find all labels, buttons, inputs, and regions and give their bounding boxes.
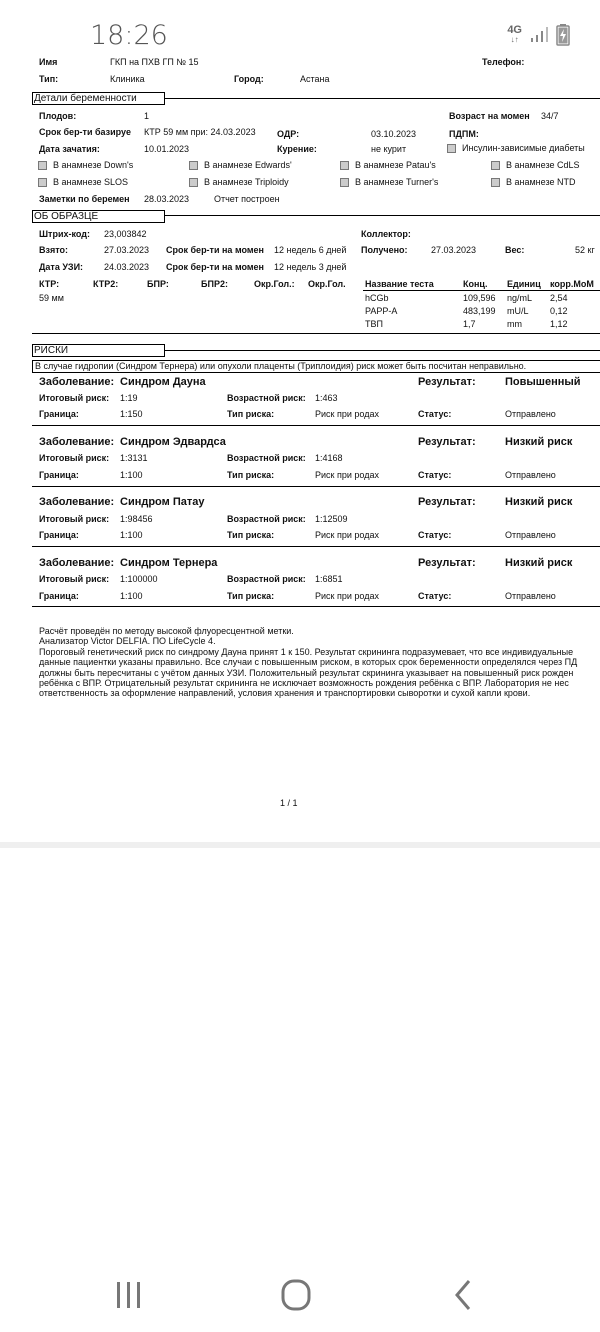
risk-warning: В случае гидропии (Синдром Тернера) или опухоли плаценты (Триплоидия) риск может быть посчитан неправильно. [32, 360, 600, 373]
disease-name: Синдром Дауна [120, 376, 206, 388]
age-label: Возраст на момен [449, 111, 530, 121]
result-value: Низкий риск [505, 557, 573, 569]
disease-label: Заболевание: [39, 376, 115, 388]
risk-divider [32, 486, 600, 487]
sample-end-rule [32, 333, 600, 334]
status-value: Отправлено [505, 530, 556, 540]
us-header-bpr2: БПР2: [201, 279, 228, 289]
status-time: 18:26 [90, 20, 168, 51]
age-risk-value: 1:463 [315, 393, 338, 403]
history-patau: В анамнезе Patau's [340, 160, 436, 170]
total-risk-label: Итоговый риск: [39, 514, 110, 524]
conception-value: 10.01.2023 [144, 144, 190, 154]
gest-at-sampling-value: 12 недель 6 дней [274, 245, 347, 255]
history-down: В анамнезе Down's [38, 160, 133, 170]
test-name: hCGb [365, 293, 389, 303]
history-checkbox[interactable] [340, 161, 349, 170]
taken-label: Взято: [39, 245, 69, 255]
disease-label: Заболевание: [39, 496, 115, 508]
type-value: Клиника [110, 74, 145, 84]
home-icon[interactable] [281, 1279, 311, 1311]
test-conc: 483,199 [463, 306, 496, 316]
result-value: Низкий риск [505, 436, 573, 448]
type-label: Тип: [39, 74, 59, 84]
status-label: Статус: [418, 470, 452, 480]
fetuses-value: 1 [144, 111, 150, 121]
note-line: должны быть пересчитаны с учётом данных УЗИ. Положительный результат скрининга указывает на повышенный риск рожден [39, 667, 574, 678]
gestation-basis-label: Срок бер-ти базируе [39, 127, 131, 137]
cutoff-value: 1:100 [120, 470, 143, 480]
city-value: Астана [300, 74, 330, 84]
status-value: Отправлено [505, 409, 556, 419]
gest-at-us-label: Срок бер-ти на момен [166, 262, 264, 272]
risk-divider [32, 425, 600, 426]
age-risk-label: Возрастной риск: [227, 393, 306, 403]
history-checkbox[interactable] [340, 178, 349, 187]
us-header-head-circ: Окр.Гол.: [254, 279, 295, 289]
conception-label: Дата зачатия: [39, 144, 100, 154]
collector-label: Коллектор: [361, 229, 411, 239]
result-label: Результат: [418, 557, 476, 569]
diabetes-checkbox-row [447, 143, 585, 153]
disease-label: Заболевание: [39, 557, 115, 569]
result-label: Результат: [418, 376, 476, 388]
test-header-conc: Конц. [463, 279, 488, 289]
note-line: данные пациентки указаны правильно. Все случаи с повышенным риском, в которых срок беременности определялся через ПД [39, 657, 578, 668]
received-label: Получено: [361, 245, 408, 255]
age-risk-label: Возрастной риск: [227, 514, 306, 524]
test-unit: mU/L [507, 306, 529, 316]
result-label: Результат: [418, 496, 476, 508]
history-checkbox[interactable] [491, 178, 500, 187]
smoking-value: не курит [371, 144, 407, 154]
risk-type-label: Тип риска: [227, 591, 275, 601]
test-unit: ng/mL [507, 293, 533, 303]
result-value: Низкий риск [505, 496, 573, 508]
test-mom: 0,12 [550, 306, 568, 316]
risk-type-value: Риск при родах [315, 470, 379, 480]
network-type: 4G [507, 24, 522, 36]
us-header-bpr: БПР: [147, 279, 169, 289]
note-line: ребёнка с ВПР. Отрицательный результат скрининга не исключает возможность рождения ребёнка с ВПР. Лаборатория не нес [39, 678, 569, 689]
diabetes-label: Инсулин-зависимые диабеты [462, 143, 585, 153]
smoking-label: Курение: [277, 144, 317, 154]
sample-section-title: ОБ ОБРАЗЦЕ [32, 210, 165, 223]
age-risk-value: 1:12509 [315, 514, 348, 524]
note-line: Пороговый генетический риск по синдрому Дауна принят 1 к 150. Результат скрининга подразумевает, что все индивидуальные [39, 646, 574, 657]
status-label: Статус: [418, 591, 452, 601]
disease-name: Синдром Патау [120, 496, 205, 508]
navigation-bar [0, 1270, 600, 1332]
recent-apps-icon[interactable] [115, 1280, 143, 1310]
result-value: Повышенный [505, 376, 581, 388]
age-risk-value: 1:6851 [315, 574, 343, 584]
page-indicator: 1 / 1 [280, 798, 298, 808]
age-risk-value: 1:4168 [315, 453, 343, 463]
history-checkbox[interactable] [38, 161, 47, 170]
method-notes [39, 626, 577, 699]
risk-type-label: Тип риска: [227, 530, 275, 540]
note-line: ответственность за оформление направлений, условия хранения и транспортировки сыворотки и сухой капли крови. [39, 688, 531, 699]
barcode-value: 23,003842 [104, 229, 147, 239]
status-label: Статус: [418, 409, 452, 419]
diabetes-checkbox[interactable] [447, 144, 456, 153]
gestation-basis-value: КТР 59 мм при: 24.03.2023 [144, 127, 256, 137]
result-label: Результат: [418, 436, 476, 448]
city-label: Город: [234, 74, 264, 84]
risk-divider [32, 546, 600, 547]
note-line: Анализатор Victor DELFIA. ПО LifeCycle 4. [39, 636, 216, 647]
history-edwards: В анамнезе Edwards' [189, 160, 292, 170]
test-unit: mm [507, 319, 522, 329]
test-header-unit: Единиц [507, 279, 541, 289]
history-checkbox[interactable] [491, 161, 500, 170]
total-risk-value: 1:19 [120, 393, 138, 403]
risks-section-title: РИСКИ [32, 344, 165, 357]
history-checkbox[interactable] [189, 178, 198, 187]
history-ntd: В анамнезе NTD [491, 177, 575, 187]
history-checkbox[interactable] [38, 178, 47, 187]
disease-name: Синдром Эдвардса [120, 436, 226, 448]
received-value: 27.03.2023 [431, 245, 477, 255]
pdpm-label: ПДПМ: [449, 129, 479, 139]
history-triploidy: В анамнезе Triploidy [189, 177, 289, 187]
risk-type-value: Риск при родах [315, 591, 379, 601]
edd-value: 03.10.2023 [371, 129, 417, 139]
pregnancy-notes-date: 28.03.2023 [144, 194, 190, 204]
ultrasound-date-value: 24.03.2023 [104, 262, 150, 272]
back-icon[interactable] [452, 1279, 474, 1311]
risk-type-label: Тип риска: [227, 409, 275, 419]
gest-at-us-value: 12 недель 3 дней [274, 262, 347, 272]
note-line: Расчёт проведён по методу высокой флуоресцентной метки. [39, 626, 294, 636]
test-header-name: Название теста [365, 279, 434, 289]
weight-label: Вес: [505, 245, 525, 255]
section-rule [165, 98, 600, 99]
status-label: Статус: [418, 530, 452, 540]
history-turner: В анамнезе Turner's [340, 177, 438, 187]
weight-value: 52 кг [575, 245, 595, 255]
test-table-rule [363, 290, 600, 291]
disease-name: Синдром Тернера [120, 557, 218, 569]
total-risk-label: Итоговый риск: [39, 453, 110, 463]
test-mom: 2,54 [550, 293, 568, 303]
cutoff-label: Граница: [39, 530, 79, 540]
pregnancy-notes-value: Отчет построен [214, 194, 280, 204]
cutoff-label: Граница: [39, 470, 79, 480]
age-value: 34/7 [541, 111, 559, 121]
total-risk-value: 1:98456 [120, 514, 153, 524]
name-label: Имя [39, 57, 58, 67]
total-risk-value: 1:100000 [120, 574, 158, 584]
gest-at-sampling-label: Срок бер-ти на момен [166, 245, 264, 255]
section-rule [165, 215, 600, 216]
risk-divider [32, 606, 600, 607]
phone-label: Телефон: [482, 57, 525, 67]
history-slos: В анамнезе SLOS [38, 177, 128, 187]
history-cdls: В анамнезе CdLS [491, 160, 580, 170]
name-value: ГКП на ПХВ ГП № 15 [110, 57, 199, 67]
test-conc: 109,596 [463, 293, 496, 303]
ktr-value: 59 мм [39, 293, 64, 303]
cutoff-value: 1:100 [120, 591, 143, 601]
cutoff-value: 1:100 [120, 530, 143, 540]
status-value: Отправлено [505, 591, 556, 601]
ultrasound-date-label: Дата УЗИ: [39, 262, 84, 272]
total-risk-label: Итоговый риск: [39, 393, 110, 403]
cutoff-label: Граница: [39, 591, 79, 601]
barcode-label: Штрих-код: [39, 229, 90, 239]
test-conc: 1,7 [463, 319, 476, 329]
test-mom: 1,12 [550, 319, 568, 329]
risk-type-value: Риск при родах [315, 409, 379, 419]
age-risk-label: Возрастной риск: [227, 453, 306, 463]
risk-type-label: Тип риска: [227, 470, 275, 480]
page-bottom-edge [0, 842, 600, 848]
section-rule [165, 350, 600, 351]
pregnancy-section-title: Детали беременности [32, 92, 165, 105]
test-name: PAPP-A [365, 306, 398, 316]
test-header-mom: корр.МоМ [550, 279, 594, 289]
total-risk-label: Итоговый риск: [39, 574, 110, 584]
status-value: Отправлено [505, 470, 556, 480]
history-checkbox[interactable] [189, 161, 198, 170]
us-header-head-circ2: Окр.Гол. [308, 279, 346, 289]
network-arrows: ↓↑ [510, 35, 519, 44]
risk-type-value: Риск при родах [315, 530, 379, 540]
age-risk-label: Возрастной риск: [227, 574, 306, 584]
taken-value: 27.03.2023 [104, 245, 150, 255]
disease-label: Заболевание: [39, 436, 115, 448]
cutoff-value: 1:150 [120, 409, 143, 419]
cutoff-label: Граница: [39, 409, 79, 419]
pregnancy-notes-label: Заметки по беремен [39, 194, 130, 204]
us-header-ktr2: КТР2: [93, 279, 119, 289]
test-name: ТВП [365, 319, 383, 329]
total-risk-value: 1:3131 [120, 453, 148, 463]
edd-label: ОДР: [277, 129, 300, 139]
us-header-ktr: КТР: [39, 279, 60, 289]
fetuses-label: Плодов: [39, 111, 77, 121]
